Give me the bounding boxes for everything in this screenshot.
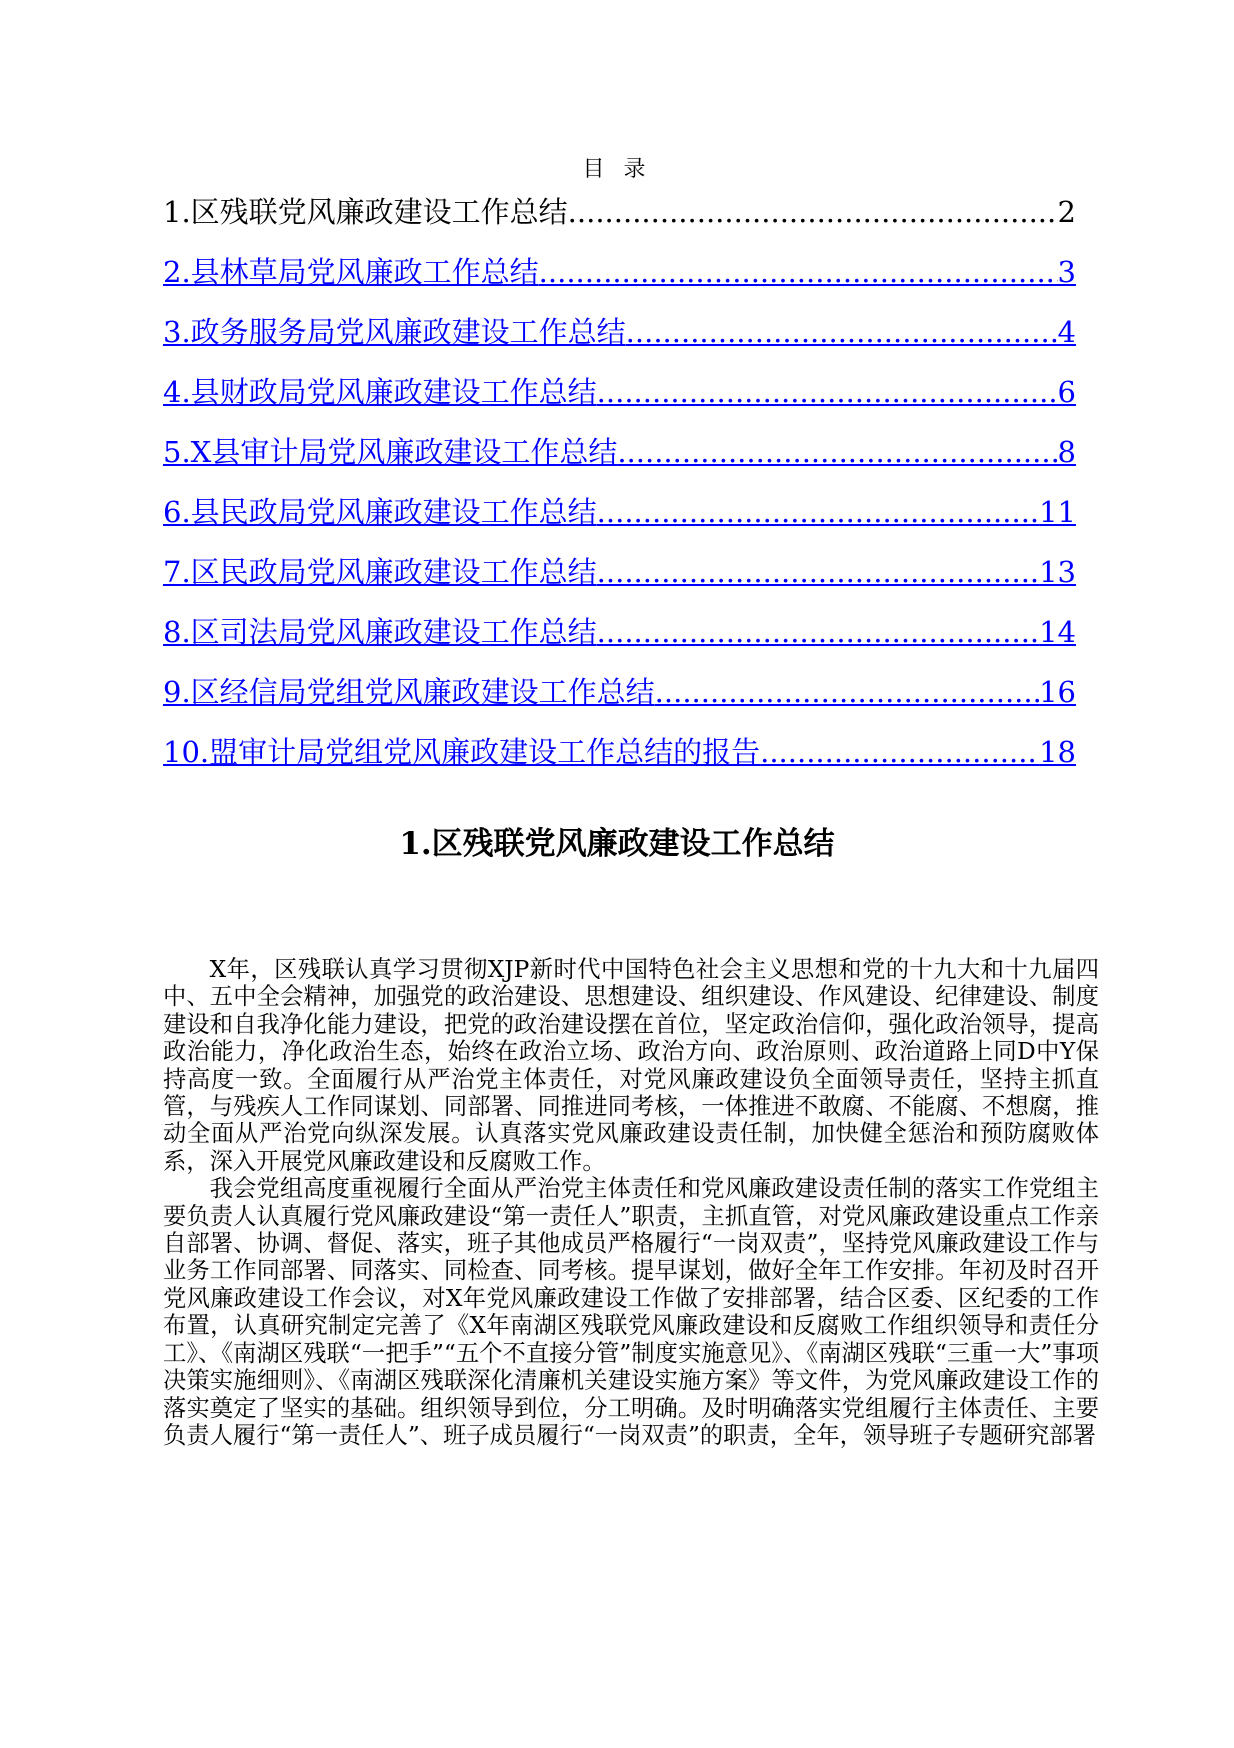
toc-leader-dots (655, 670, 1039, 714)
toc-entry-page: 6 (1057, 375, 1076, 409)
toc-leader-dots (760, 730, 1039, 774)
toc-entry-text: 6.县民政局党风廉政建设工作总结 (163, 495, 597, 529)
toc-entry-5[interactable] (163, 430, 1076, 490)
toc-leader-dots (568, 190, 1058, 234)
toc-leader-dots (617, 430, 1057, 474)
toc-entry-2[interactable] (163, 250, 1076, 310)
toc-entry-3[interactable] (163, 310, 1076, 370)
body-paragraph: X年，区残联认真学习贯彻XJP新时代中国特色社会主义思想和党的十九大和十九届四中、五中全会精神，加强党的政治建设、思想建设、组织建设、作风建设、纪律建设、制度建设和自我净化能力建设，把党的政治建设摆在首位，坚定政治信仰，强化政治领导，提高政治能力，净化政治生态，始终在政治立场、政治方向、政治原则、政治道路上同D中Y保持高度一致。全面履行从严治党主体责任，对党风廉政建设负全面领导责任，坚持主抓直管，与残疾人工作同谋划、同部署、同推进同考核，一体推进不敢腐、不能腐、不想腐，推动全面从严治党向纵深发展。认真落实党风廉政建设责任制，加快健全惩治和预防腐败体系，深入开展党风廉政建设和反腐败工作。 (163, 956, 1099, 1175)
toc-entry-text: 3.政务服务局党风廉政建设工作总结 (163, 315, 626, 349)
toc-entry-9[interactable] (163, 670, 1076, 730)
toc-entry-1[interactable] (163, 190, 1076, 250)
toc-leader-dots (626, 310, 1058, 354)
toc-leader-dots (597, 550, 1039, 594)
toc-leader-dots (597, 610, 1039, 654)
toc-entry-8[interactable] (163, 610, 1076, 670)
toc-entry-page: 16 (1039, 675, 1076, 709)
toc-entry-text: 4.县财政局党风廉政建设工作总结 (163, 375, 597, 409)
toc-leader-dots (597, 370, 1058, 414)
toc-entry-7[interactable] (163, 550, 1076, 610)
toc-entry-text: 10.盟审计局党组党风廉政建设工作总结的报告 (163, 735, 761, 769)
toc-entry-text: 1.区残联党风廉政建设工作总结 (163, 195, 568, 229)
toc-entry-page: 14 (1039, 615, 1076, 649)
toc-entry-page: 2 (1057, 195, 1076, 229)
body-paragraph: 我会党组高度重视履行全面从严治党主体责任和党风廉政建设责任制的落实工作党组主要负责人认真履行党风廉政建设“第一责任人”职责，主抓直管，对党风廉政建设重点工作亲自部署、协调、督促、落实，班子其他成员严格履行“一岗双责”，坚持党风廉政建设工作与业务工作同部署、同落实、同检查、同考核。提早谋划，做好全年工作安排。年初及时召开党风廉政建设工作会议，对X年党风廉政建设工作做了安排部署，结合区委、区纪委的工作布置，认真研究制定完善了《X年南湖区残联党风廉政建设和反腐败工作组织领导和责任分工》、《南湖区残联“一把手”“五个不直接分管”制度实施意见》、《南湖区残联“三重一大”事项决策实施细则》、《南湖区残联深化清廉机关建设实施方案》等文件，为党风廉政建设工作的落实奠定了坚实的基础。组织领导到位，分工明确。及时明确落实党组履行主体责任、主要负责人履行“第一责任人”、班子成员履行“一岗双责”的职责，全年，领导班子专题研究部署 (163, 1175, 1099, 1449)
toc-entry-page: 3 (1057, 255, 1076, 289)
toc-entry-4[interactable] (163, 370, 1076, 430)
toc-leader-dots (539, 250, 1058, 294)
toc-entry-page: 11 (1039, 495, 1076, 529)
toc-entry-text: 2.县林草局党风廉政工作总结 (163, 255, 539, 289)
toc-entry-text: 8.区司法局党风廉政建设工作总结 (163, 615, 597, 649)
toc-entry-page: 13 (1039, 555, 1076, 589)
toc-entry-10[interactable] (163, 730, 1076, 790)
toc-entry-page: 4 (1057, 315, 1076, 349)
toc-entry-6[interactable] (163, 490, 1076, 550)
section-body (163, 956, 1099, 1449)
toc-entry-page: 18 (1039, 735, 1076, 769)
toc-leader-dots (597, 490, 1039, 534)
toc-entry-text: 9.区经信局党组党风廉政建设工作总结 (163, 675, 655, 709)
section-title: 1.区残联党风廉政建设工作总结 (399, 826, 835, 862)
toc-entry-page: 8 (1057, 435, 1076, 469)
toc-entry-text: 5.X县审计局党风廉政建设工作总结 (163, 435, 618, 469)
toc-title: 目 录 (582, 157, 652, 182)
table-of-contents (163, 190, 1076, 790)
toc-entry-text: 7.区民政局党风廉政建设工作总结 (163, 555, 597, 589)
